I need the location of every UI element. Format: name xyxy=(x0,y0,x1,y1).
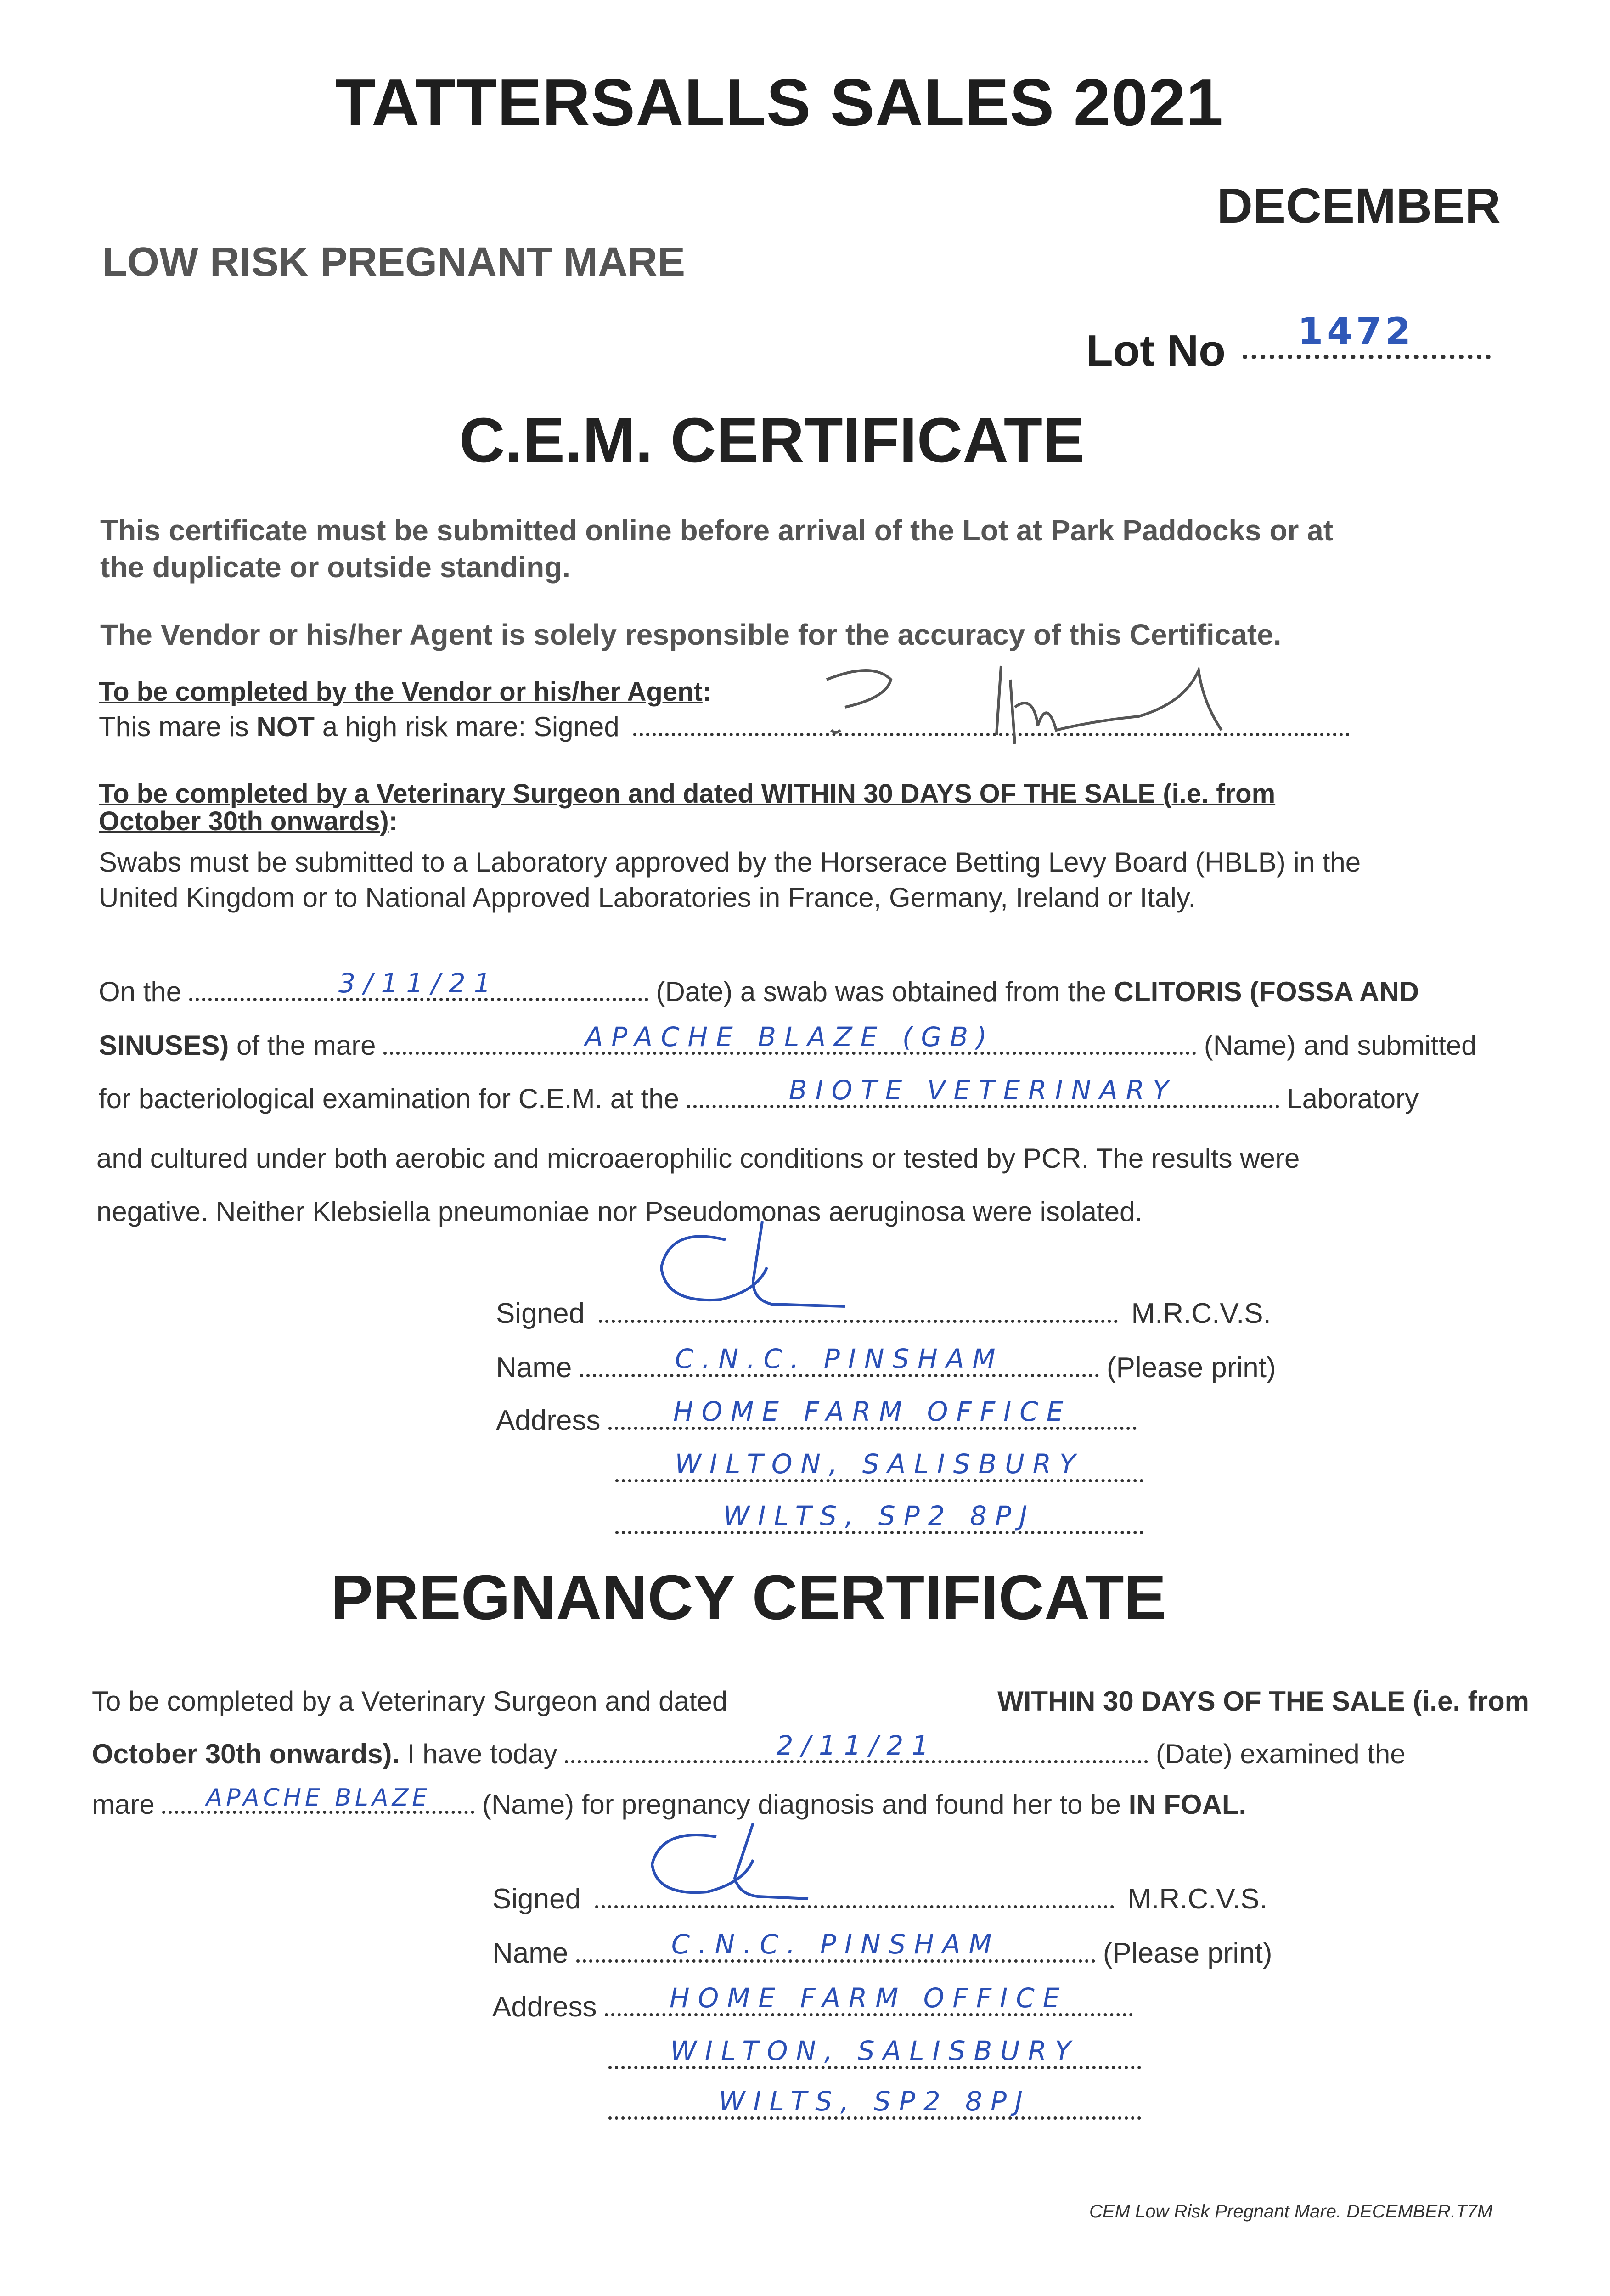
lot-number-row xyxy=(1086,310,1486,376)
pregnancy-mare-name-field[interactable] xyxy=(162,1784,474,1816)
pregnancy-address-row-3 xyxy=(608,2086,1141,2127)
page-title: TATTERSALLS SALES 2021 xyxy=(335,65,1224,140)
vet-heading-cont: October 30th onwards): xyxy=(99,806,398,836)
cem-name-row: Name C.N.C. PINSHAM (Please print) xyxy=(496,1343,1276,1384)
cem-address-line-1[interactable]: HOME FARM OFFICE xyxy=(608,1404,1137,1432)
pregnancy-address-row-2 xyxy=(608,2035,1141,2076)
lot-number-field[interactable] xyxy=(1238,310,1486,366)
vendor-declaration: This mare is NOT a high risk mare: Signed xyxy=(99,711,1350,743)
cem-vet-name-value: C.N.C. PINSHAM xyxy=(675,1343,1004,1374)
pregnancy-vet-signature xyxy=(606,1814,817,1915)
form-reference-footer: CEM Low Risk Pregnant Mare. DECEMBER.T7M xyxy=(1089,2201,1493,2222)
swab-date-value: 3/11/21 xyxy=(338,968,499,999)
vet-heading: To be completed by a Veterinary Surgeon and dated WITHIN 30 DAYS OF THE SALE (i.e. from xyxy=(99,779,1276,809)
laboratory-field[interactable] xyxy=(687,1075,1279,1110)
pregnancy-line-3: mare APACHE BLAZE (Name) for pregnancy diagnosis and found her to be IN FOAL. xyxy=(92,1784,1247,1820)
form-subtitle: LOW RISK PREGNANT MARE xyxy=(102,239,685,285)
pregnancy-address-row: Address HOME FARM OFFICE xyxy=(492,1991,1133,2023)
pregnancy-certificate-title: PREGNANCY CERTIFICATE xyxy=(331,1562,1166,1633)
cem-certificate-title: C.E.M. CERTIFICATE xyxy=(459,405,1085,476)
vendor-heading: To be completed by the Vendor or his/her Agent: xyxy=(99,677,712,707)
laboratory-line: for bacteriological examination for C.E.M. at the BIOTE VETERINARY Laboratory xyxy=(99,1075,1419,1114)
pregnancy-vet-name-value: C.N.C. PINSHAM xyxy=(671,1929,1000,1960)
pregnancy-signed-row: Signed M.R.C.V.S. xyxy=(492,1883,1267,1915)
responsibility-notice: The Vendor or his/her Agent is solely responsible for the accuracy of this Certificate. xyxy=(100,618,1282,651)
submission-notice: This certificate must be submitted online before arrival of the Lot at Park Paddocks or at xyxy=(100,514,1334,547)
swab-requirement-cont: United Kingdom or to National Approved Laboratories in France, Germany, Ireland or Italy. xyxy=(99,882,1196,913)
cem-signed-row: Signed M.R.C.V.S. xyxy=(496,1298,1271,1329)
cem-address-row-3 xyxy=(615,1500,1143,1541)
pregnancy-name-row: Name C.N.C. PINSHAM (Please print) xyxy=(492,1929,1272,1969)
cem-address-line-2[interactable]: WILTON, SALISBURY xyxy=(615,1457,1143,1484)
cem-address-row: Address HOME FARM OFFICE xyxy=(496,1404,1137,1437)
vendor-signature xyxy=(817,652,1304,753)
cem-address-row-2 xyxy=(615,1448,1143,1489)
lot-number-value: 1472 xyxy=(1297,310,1415,353)
sale-month: DECEMBER xyxy=(1217,178,1501,233)
laboratory-value: BIOTE VETERINARY xyxy=(788,1075,1177,1106)
pregnancy-mare-name-value: APACHE BLAZE xyxy=(206,1784,431,1812)
pregnancy-date-field[interactable] xyxy=(565,1730,1148,1766)
pregnancy-date-value: 2/11/21 xyxy=(776,1730,937,1761)
pregnancy-address-line-3[interactable]: WILTS, SP2 8PJ xyxy=(608,2094,1141,2122)
submission-notice-cont: the duplicate or outside standing. xyxy=(100,551,571,584)
pregnancy-address-line-2[interactable]: WILTON, SALISBURY xyxy=(608,2043,1141,2071)
cem-vet-signature xyxy=(615,1212,854,1322)
pregnancy-line-1: To be completed by a Veterinary Surgeon and dated WITHIN 30 DAYS OF THE SALE (i.e. from xyxy=(92,1686,1529,1716)
swab-date-line: On the 3/11/21 (Date) a swab was obtained from the CLITORIS (FOSSA AND xyxy=(99,968,1419,1007)
lot-label: Lot No xyxy=(1086,326,1226,375)
swab-date-field[interactable] xyxy=(189,968,648,1003)
pregnancy-address-line-1[interactable]: HOME FARM OFFICE xyxy=(605,1991,1133,2018)
swab-requirement: Swabs must be submitted to a Laboratory approved by the Horserace Betting Levy Board (HBLB) in the xyxy=(99,847,1361,878)
cem-address-line-3[interactable]: WILTS, SP2 8PJ xyxy=(615,1508,1143,1536)
pregnancy-line-2: October 30th onwards). I have today 2/11/21 (Date) examined the xyxy=(92,1730,1406,1769)
culture-statement: and cultured under both aerobic and microaerophilic conditions or tested by PCR. The results were negative. Neither Klebsiella pneumoniae nor Pseudomonas aeruginosa were isolated. xyxy=(96,1143,1300,1227)
mare-name-line: SINUSES) of the mare APACHE BLAZE (GB) (Name) and submitted xyxy=(99,1021,1477,1061)
cem-mare-name-value: APACHE BLAZE (GB) xyxy=(585,1021,995,1052)
